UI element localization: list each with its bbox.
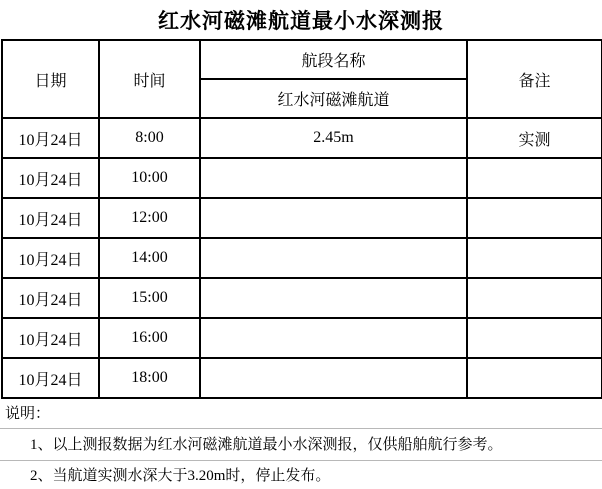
- date-cell: 10月24日: [2, 158, 99, 198]
- date-cell: 10月24日: [2, 198, 99, 238]
- notes-label: 说明：: [0, 399, 602, 429]
- remark-cell: [467, 358, 602, 398]
- table-row: [2, 318, 602, 358]
- date-cell: 10月24日: [2, 118, 99, 158]
- header-date: 日期: [2, 40, 99, 118]
- header-section-group: 航段名称: [200, 40, 467, 79]
- depth-cell: [200, 158, 467, 198]
- table-row: [2, 198, 602, 238]
- header-section-name: 红水河磁滩航道: [200, 79, 467, 118]
- remark-cell: [467, 238, 602, 278]
- table-row: [2, 238, 602, 278]
- depth-cell: [200, 278, 467, 318]
- depth-cell: [200, 358, 467, 398]
- table-header: [2, 40, 602, 118]
- time-cell: 18:00: [99, 358, 200, 398]
- depth-cell: [200, 318, 467, 358]
- notes-section: [0, 399, 602, 489]
- depth-report-table: [1, 39, 602, 399]
- header-row-top: [2, 40, 602, 79]
- depth-cell: [200, 198, 467, 238]
- date-cell: 10月24日: [2, 318, 99, 358]
- table-row: [2, 158, 602, 198]
- date-cell: 10月24日: [2, 358, 99, 398]
- date-cell: 10月24日: [2, 278, 99, 318]
- table-body: [2, 118, 602, 398]
- time-cell: 14:00: [99, 238, 200, 278]
- depth-cell: [200, 238, 467, 278]
- time-cell: 16:00: [99, 318, 200, 358]
- remark-cell: [467, 318, 602, 358]
- header-remark: 备注: [467, 40, 602, 118]
- note-item-1: 1、以上测报数据为红水河磁滩航道最小水深测报，仅供船舶航行参考。: [0, 429, 602, 461]
- remark-cell: 实测: [467, 118, 602, 158]
- time-cell: 15:00: [99, 278, 200, 318]
- time-cell: 10:00: [99, 158, 200, 198]
- date-cell: 10月24日: [2, 238, 99, 278]
- depth-cell: 2.45m: [200, 118, 467, 158]
- note-item-2: 2、当航道实测水深大于3.20m时，停止发布。: [30, 468, 331, 484]
- header-time: 时间: [99, 40, 200, 118]
- table-row: [2, 358, 602, 398]
- time-cell: 12:00: [99, 198, 200, 238]
- table-row: [2, 278, 602, 318]
- remark-cell: [467, 198, 602, 238]
- page-title: 红水河磁滩航道最小水深测报: [158, 9, 444, 33]
- remark-cell: [467, 158, 602, 198]
- remark-cell: [467, 278, 602, 318]
- time-cell: 8:00: [99, 118, 200, 158]
- table-row: [2, 118, 602, 158]
